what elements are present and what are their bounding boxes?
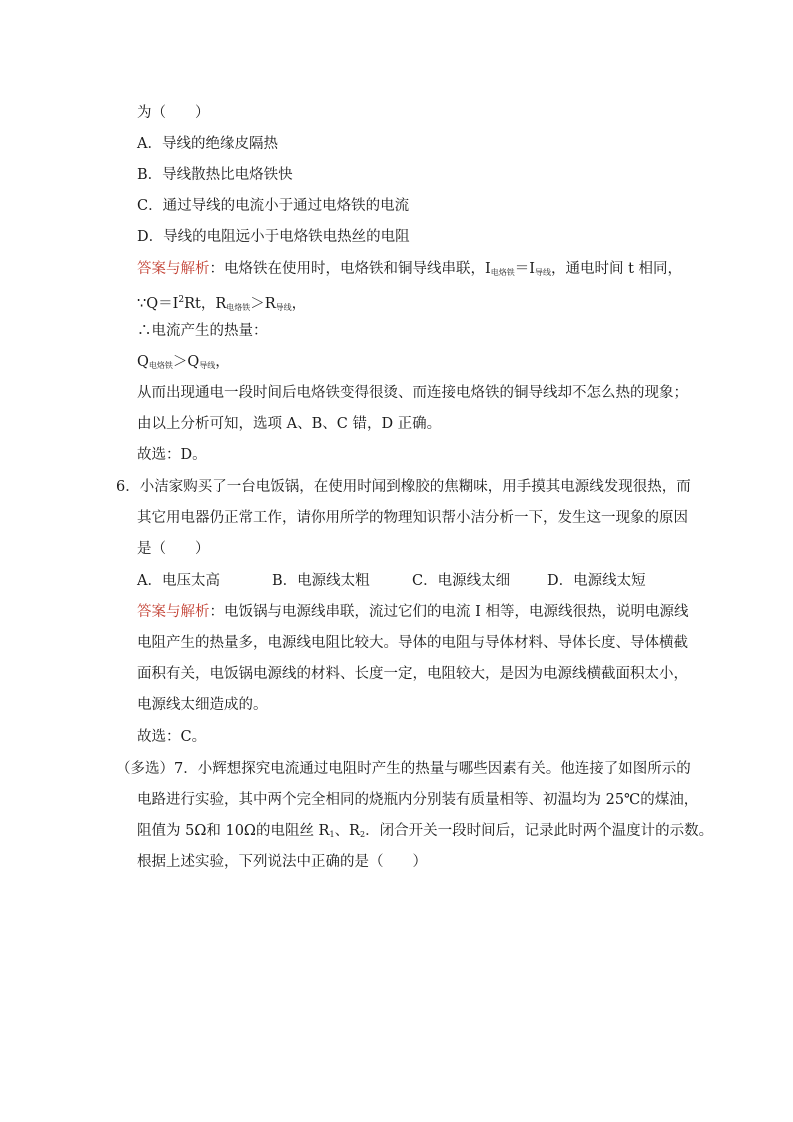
q5-option-c: C．通过导线的电流小于通过电烙铁的电流 (137, 198, 410, 214)
q6-answer: 故选：C。 (137, 729, 207, 745)
q7-stem-line-1: （多选）7．小辉想探究电流通过电阻时产生的热量与哪些因素有关。他连接了如图所示的 (116, 761, 691, 777)
answer-label: 答案与解析 (137, 261, 210, 277)
q6-stem-line-3: 是（ ） (137, 541, 210, 557)
q5-analysis-line-2: $\because Q=I^2Rt$，$R_{电烙铁}>R_{导线}$， (137, 295, 307, 312)
q5-analysis-line-5: 从而出现通电一段时间后电烙铁变得很烫、而连接电烙铁的铜导线却不怎么热的现象； (137, 385, 688, 401)
q6-option-b: B．电源线太粗 (272, 573, 370, 589)
q5-analysis-line-6: 由以上分析可知，选项 A、B、C 错，D 正确。 (137, 416, 442, 432)
answer-label: 答案与解析 (137, 604, 210, 620)
q5-answer: 故选：D。 (137, 447, 207, 463)
q6-analysis-line-2: 电阻产生的热量多，电源线电阻比较大。导体的电阻与导体材料、导体长度、导体横截 (137, 635, 688, 651)
q6-analysis-line-4: 电源线太细造成的。 (137, 697, 268, 713)
q6-stem-line-1: 6．小洁家购买了一台电饭锅，在使用时闻到橡胶的焦糊味，用手摸其电源线发现很热，而 (116, 479, 691, 495)
q6-option-a: A．电压太高 (137, 573, 220, 589)
q5-analysis-line-4: $Q_{电烙铁}>Q_{导线}$， (137, 354, 230, 370)
q6-analysis-line-3: 面积有关，电饭锅电源线的材料、长度一定，电阻较大，是因为电源线横截面积太小， (137, 666, 688, 682)
q6-analysis-line-1: 答案与解析：电饭锅与电源线串联，流过它们的电流 I 相等，电源线很热，说明电源线 (137, 604, 689, 620)
q6-option-d: D．电源线太短 (547, 573, 646, 589)
q6-stem-line-2: 其它用电器仍正常工作，请你用所学的物理知识帮小洁分析一下，发生这一现象的原因 (137, 510, 688, 526)
q5-option-d: D．导线的电阻远小于电烙铁电热丝的电阻 (137, 229, 410, 245)
q5-analysis-line-1: 答案与解析：电烙铁在使用时，电烙铁和铜导线串联，$I_{电烙铁}=I_{导线}$，通电时间 t 相同， (137, 261, 683, 277)
q5-stem-tail: 为（ ） (137, 105, 210, 121)
q5-option-b: B．导线散热比电烙铁快 (137, 167, 293, 183)
q7-stem-line-4: 根据上述实验，下列说法中正确的是（ ） (137, 854, 427, 870)
q6-option-c: C．电源线太细 (412, 573, 511, 589)
q7-stem-line-3: 阻值为 5Ω和 10Ω的电阻丝 $R_1$、$R_2$．闭合开关一段时间后，记录此时两个温度计的示数。 (137, 823, 714, 839)
q5-analysis-line-3: ∴电流产生的热量： (137, 323, 268, 339)
q7-stem-line-2: 电路进行实验，其中两个完全相同的烧瓶内分别装有质量相等、初温均为 25℃的煤油， (137, 792, 699, 808)
q5-option-a: A．导线的绝缘皮隔热 (137, 136, 278, 152)
